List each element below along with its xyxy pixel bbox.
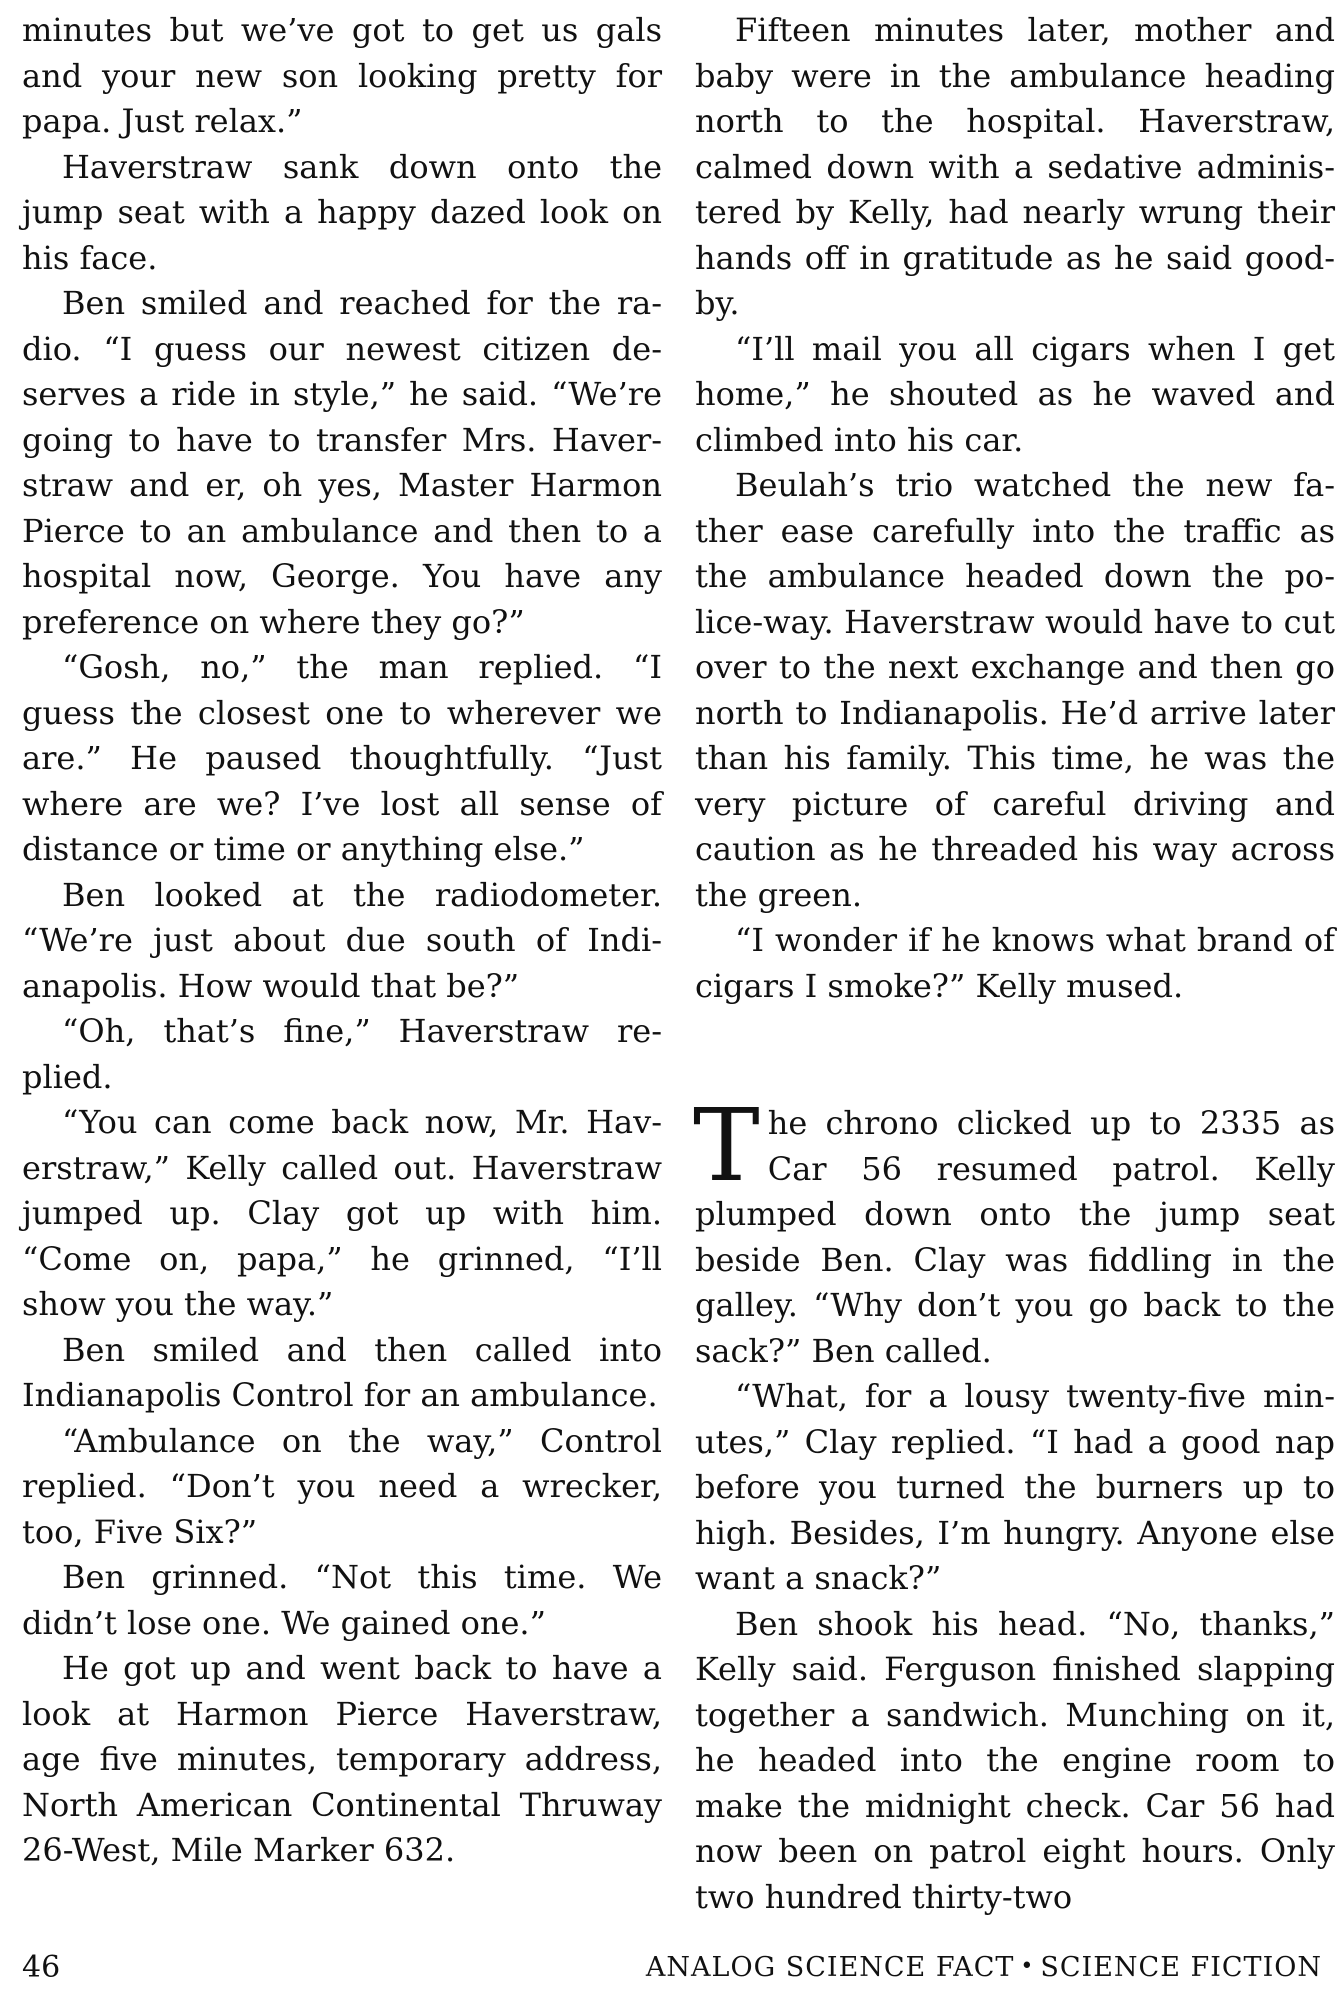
left-column bbox=[22, 8, 662, 1874]
right-column bbox=[695, 8, 1335, 1920]
dropcap-paragraph bbox=[693, 1087, 1335, 1374]
paragraph: “I wonder if he knows what brand of cigars I smoke?” Kelly mused. bbox=[695, 921, 1335, 1005]
dropcap-paragraph-text: he chrono clicked up to 2335 as Car 56 resumed patrol. Kelly plumped down onto the jump seat beside Ben. Clay was fiddling in the galley. “Why don’t you go back to the sack?” Ben called. bbox=[695, 1104, 1335, 1370]
section-break bbox=[695, 1009, 1335, 1101]
paragraph: “I’ll mail you all cigars when I get home,” he shouted as he waved and climbed into his car. bbox=[695, 329, 1335, 459]
paragraph: Ben smiled and reached for the radio. “I guess our newest citizen deserves a ride in style,” he said. “We’re going to have to transfer Mrs. Haverstraw and er, oh yes, Master Harmon Pierce to an ambulance and then to a hospital now, George. You have any preference on where they go?” bbox=[22, 284, 662, 641]
dropcap-letter: T bbox=[693, 1087, 760, 1204]
paragraph: He got up and went back to have a look at Harmon Pierce Haverstraw, age five minutes, temporary address, North American Continental Thruway 26-West, Mile Marker 632. bbox=[22, 1649, 662, 1869]
paragraph: “Oh, that’s fine,” Haverstraw replied. bbox=[22, 1012, 662, 1096]
paragraph: Ben shook his head. “No, thanks,” Kelly said. Ferguson finished slapping together a sandwich. Munching on it, he headed into the engine room to make the midnight check. Car 56 had now been on patrol eight hours. Only two hundred thirty-two bbox=[695, 1604, 1335, 1916]
running-head bbox=[646, 1952, 1322, 1983]
magazine-title-left: ANALOG SCIENCE FACT bbox=[645, 1952, 1015, 1983]
paragraph: “You can come back now, Mr. Haverstraw,” Kelly called out. Haverstraw jumped up. Clay got up with him. “Come on, papa,” he grinned, “I’ll show you the way.” bbox=[22, 1103, 662, 1323]
paragraph: Ben smiled and then called into Indianapolis Control for an ambulance. bbox=[22, 1330, 662, 1414]
page-number: 46 bbox=[22, 1950, 61, 1985]
magazine-title-right: SCIENCE FICTION bbox=[1040, 1952, 1322, 1983]
paragraph: “Gosh, no,” the man replied. “I guess the closest one to wherever we are.” He paused thoughtfully. “Just where are we? I’ve lost all sense of distance or time or anything else.” bbox=[22, 648, 662, 868]
paragraph: Fifteen minutes later, mother and baby were in the ambulance heading north to the hospital. Haverstraw, calmed down with a sedative administered by Kelly, had nearly wrung their hands off in gratitude as he said good-by. bbox=[695, 11, 1335, 322]
paragraph: Beulah’s trio watched the new father ease carefully into the traffic as the ambulance headed down the police-way. Haverstraw would have to cut over to the next exchange and then go north to Indianapolis. He’d arrive later than his family. This time, he was the very picture of careful driving and caution as he threaded his way across the green. bbox=[695, 466, 1335, 914]
paragraph: Ben looked at the radiodometer. “We’re just about due south of Indianapolis. How would that be?” bbox=[22, 875, 662, 1005]
paragraph: minutes but we’ve got to get us gals and your new son looking pretty for papa. Just relax.” bbox=[22, 11, 662, 140]
paragraph: Ben grinned. “Not this time. We didn’t lose one. We gained one.” bbox=[22, 1558, 662, 1642]
paragraph: “Ambulance on the way,” Control replied. “Don’t you need a wrecker, too, Five Six?” bbox=[22, 1421, 662, 1551]
paragraph: Haverstraw sank down onto the jump seat with a happy dazed look on his face. bbox=[22, 147, 662, 277]
page-footer bbox=[22, 1950, 1322, 1990]
bullet-separator: • bbox=[1020, 1954, 1035, 1979]
paragraph: “What, for a lousy twenty-five minutes,” Clay replied. “I had a good nap before you turned the burners up to high. Besides, I’m hungry. Anyone else want a snack?” bbox=[695, 1377, 1335, 1597]
